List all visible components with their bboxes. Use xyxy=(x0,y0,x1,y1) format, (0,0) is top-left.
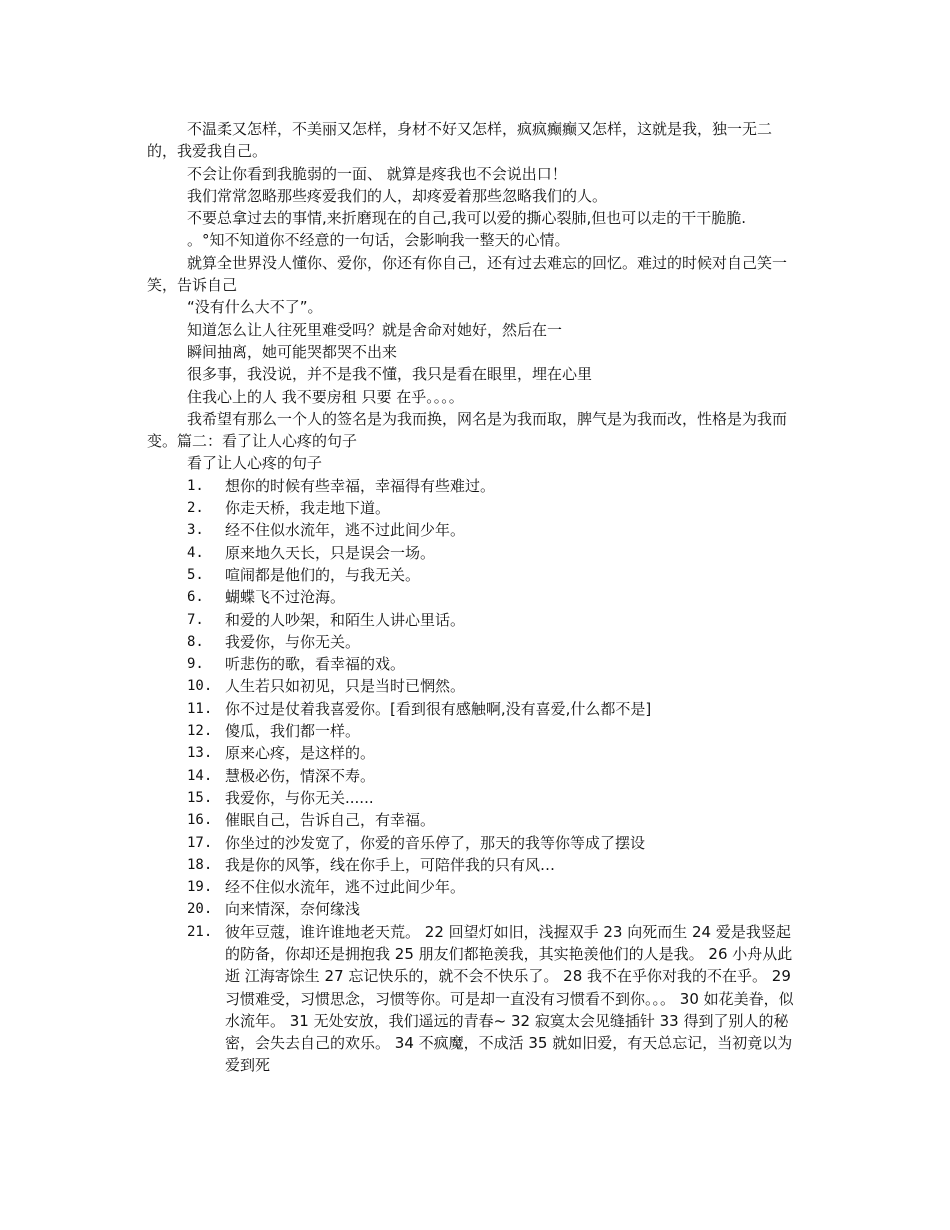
list-text: 我爱你，与你无关...... xyxy=(225,788,374,807)
paragraph: 我们常常忽略那些疼爱我们的人，却疼爱着那些忽略我们的人。 xyxy=(187,186,608,205)
list-number: 19. xyxy=(187,879,213,896)
list-text: 原来心疼，是这样的。 xyxy=(225,744,376,763)
list-item xyxy=(147,586,795,608)
list-item xyxy=(147,564,795,586)
list-number: 3. xyxy=(187,522,204,539)
list-item xyxy=(147,698,795,720)
list-text: 经不住似水流年，逃不过此间少年。 xyxy=(225,521,466,540)
list-number: 21. xyxy=(187,923,213,940)
paragraph: 。°知不知道你不经意的一句话，会影响我一整天的心情。 xyxy=(187,231,570,250)
document-body xyxy=(147,118,795,1077)
list-text: 经不住似水流年，逃不过此间少年。 xyxy=(225,878,466,897)
list-text: 你走天桥，我走地下道。 xyxy=(225,499,391,518)
list-text: 向来情深，奈何缘浅 xyxy=(225,900,361,919)
list-number: 16. xyxy=(187,812,213,829)
list-item xyxy=(147,475,795,497)
list-item xyxy=(147,809,795,831)
list-number: 12. xyxy=(187,723,213,740)
list-number: 4. xyxy=(187,544,204,561)
list-item xyxy=(147,542,795,564)
list-item xyxy=(147,765,795,787)
list-item xyxy=(147,675,795,697)
list-text: 我是你的风筝，线在你手上，可陪伴我的只有风… xyxy=(225,855,556,874)
list-item xyxy=(147,609,795,631)
list-number: 1. xyxy=(187,477,204,494)
list-text: 慧极必伤，情深不寿。 xyxy=(225,766,376,785)
list-item xyxy=(147,898,795,920)
list-number: 18. xyxy=(187,856,213,873)
list-number: 10. xyxy=(187,678,213,695)
section-heading: 看了让人心疼的句子 xyxy=(187,454,323,473)
list-number: 20. xyxy=(187,901,213,918)
list-number: 17. xyxy=(187,834,213,851)
paragraph: 我希望有那么一个人的签名是为我而换，网名是为我而取，脾气是为我而改，性格是为我而变。篇二：看了让人心疼的句子 xyxy=(147,409,788,451)
list-text: 我爱你，与你无关。 xyxy=(225,632,361,651)
paragraph: 不温柔又怎样，不美丽又怎样，身材不好又怎样，疯疯癫癫又怎样，这就是我，独一无二的，我爱我自己。 xyxy=(147,120,773,161)
list-item xyxy=(147,497,795,519)
list-item xyxy=(147,742,795,764)
list-text: 原来地久天长，只是误会一场。 xyxy=(225,543,436,562)
list-item xyxy=(147,631,795,653)
list-text: 你不过是仗着我喜爱你。[看到很有感触啊,没有喜爱,什么都不是] xyxy=(225,699,652,718)
list-number: 7. xyxy=(187,611,204,628)
list-number: 2. xyxy=(187,500,204,517)
numbered-list xyxy=(147,475,795,1077)
paragraph: 就算全世界没人懂你、爱你，你还有你自己，还有过去难忘的回忆。难过的时候对自己笑一笑，告诉自己 xyxy=(147,253,788,295)
list-item xyxy=(147,832,795,854)
list-item xyxy=(147,787,795,809)
list-text: 傻瓜，我们都一样。 xyxy=(225,722,361,741)
paragraph: 很多事，我没说，并不是我不懂，我只是看在眼里，埋在心里 xyxy=(187,365,593,384)
list-number: 13. xyxy=(187,745,213,762)
list-item xyxy=(147,720,795,742)
list-text: 蝴蝶飞不过沧海。 xyxy=(225,588,346,607)
list-item xyxy=(147,876,795,898)
list-text: 你坐过的沙发宽了，你爱的音乐停了，那天的我等你等成了摆设 xyxy=(225,833,646,852)
list-text: 听悲伤的歌，看幸福的戏。 xyxy=(225,655,406,674)
list-item xyxy=(147,854,795,876)
list-text: 催眠自己，告诉自己，有幸福。 xyxy=(225,811,436,830)
list-number: 6. xyxy=(187,589,204,606)
list-text: 彼年豆蔻，谁许谁地老天荒。 22 回望灯如旧，浅握双手 23 向死而生 24 爱是我竖起的防备，你却还是拥抱我 25 朋友们都艳羡我，其实艳羡他们的人是我。 26 小舟从此逝 江海寄馀生 27 忘记快乐的，就不会不快乐了。 28 我不在乎你对我的不在乎。 29 习惯难受，习惯思念，习惯等你。可是却一直没有习惯看不到你。。。 30 如花美眷，似水流年。 31 无处安放，我们遥远的青春~ 32 寂寞太会见缝插针 33 得到了别人的秘密，会失去自己的欢乐。 34 不疯魔，不成活 35 就如旧爱，有天总忘记，当初竟以为爱到死 xyxy=(225,922,794,1075)
list-number: 9. xyxy=(187,656,204,673)
list-number: 5. xyxy=(187,566,204,583)
paragraph: 不要总拿过去的事情,来折磨现在的自己,我可以爱的撕心裂肺,但也可以走的干干脆脆. xyxy=(187,209,747,228)
list-text: 喧闹都是他们的，与我无关。 xyxy=(225,565,421,584)
paragraph: 不会让你看到我脆弱的一面、 就算是疼我也不会说出口！ xyxy=(187,164,567,183)
list-text: 想你的时候有些幸福，幸福得有些难过。 xyxy=(225,476,496,495)
list-item xyxy=(147,653,795,675)
list-text: 人生若只如初见，只是当时已惘然。 xyxy=(225,677,466,696)
paragraph: 知道怎么让人往死里难受吗？就是舍命对她好，然后在一 xyxy=(187,320,563,339)
list-number: 14. xyxy=(187,767,213,784)
paragraph: 瞬间抽离，她可能哭都哭不出来 xyxy=(187,342,398,361)
list-item xyxy=(147,921,795,1077)
list-number: 8. xyxy=(187,633,204,650)
paragraph: “没有什么大不了”。 xyxy=(187,298,323,317)
list-number: 11. xyxy=(187,700,213,717)
list-item xyxy=(147,519,795,541)
list-number: 15. xyxy=(187,789,213,806)
paragraph: 住我心上的人 我不要房租 只要 在乎。。。。 xyxy=(187,387,464,406)
list-text: 和爱的人吵架，和陌生人讲心里话。 xyxy=(225,610,466,629)
